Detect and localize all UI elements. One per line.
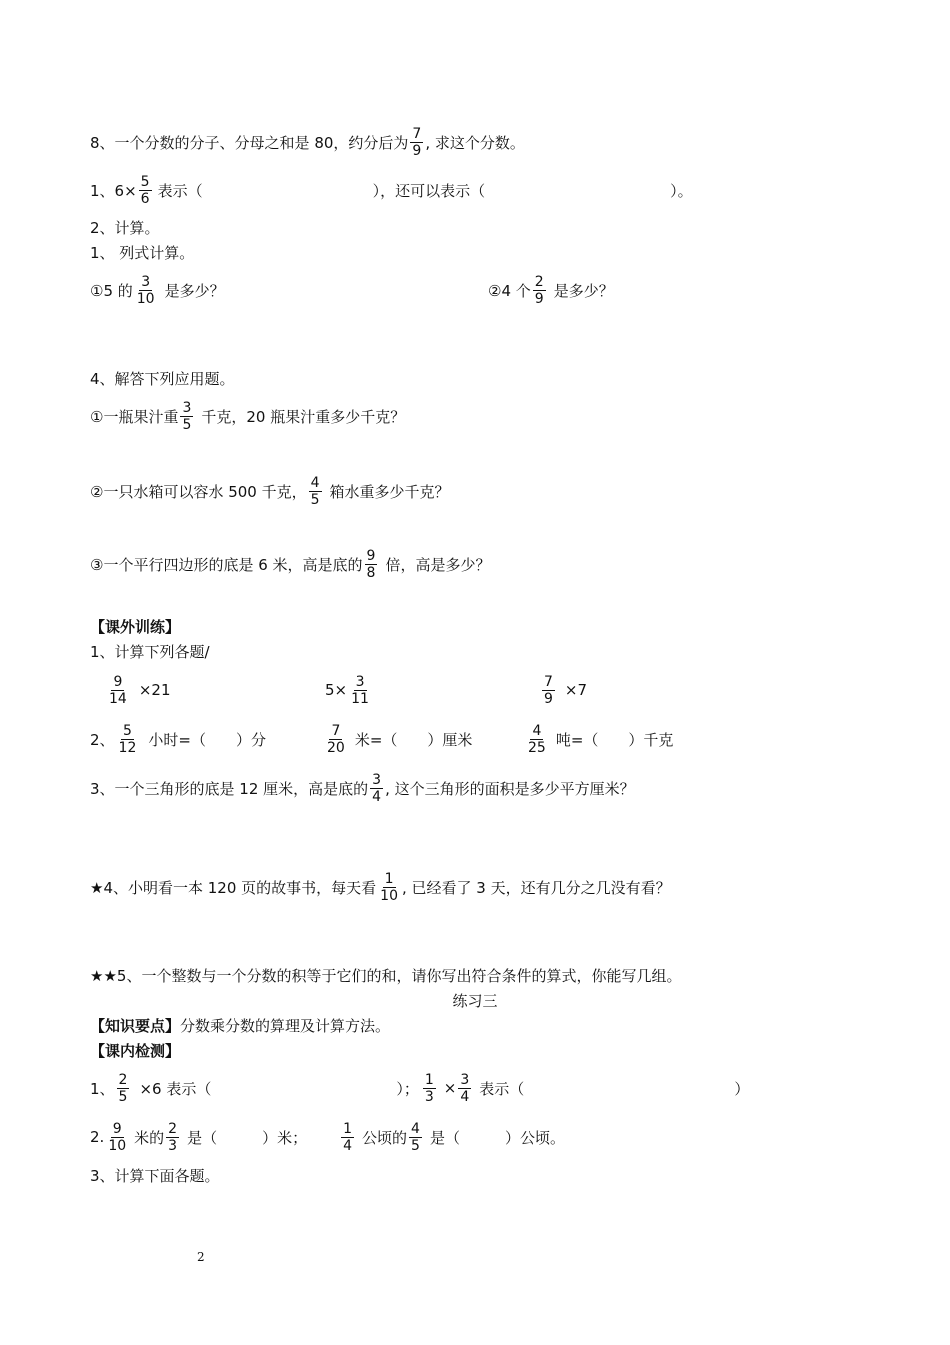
training-5: ★★5、一个整数与一个分数的积等于它们的和，请你写出符合条件的算式，你能写几组。 bbox=[90, 966, 682, 985]
training-4: ★4、小明看一本 120 页的故事书，每天看 $\frac{1}{10}$ , 已经看了 3 天，还有几分之几没有看？ bbox=[90, 870, 671, 904]
section-list-calc: 1、 列式计算。 bbox=[90, 243, 195, 262]
calc-a: ①5 的 $\frac{3}{10}$ 是多少？ bbox=[90, 273, 225, 307]
training-2b: $\frac{7}{20}$ 米=（ ）厘米 bbox=[327, 722, 473, 756]
training-2c: $\frac{4}{25}$ 吨=（ ）千克 bbox=[528, 722, 674, 756]
page-number: 2 bbox=[197, 1250, 205, 1264]
apply-b: ②一只水箱可以容水 500 千克， $\frac{4}{5}$ 箱水重多少千克？ bbox=[90, 474, 450, 508]
section-calc: 2、计算。 bbox=[90, 218, 160, 237]
training-3: 3、一个三角形的底是 12 厘米，高是底的 $\frac{3}{4}$ , 这个三角形的面积是多少平方厘米？ bbox=[90, 771, 635, 805]
calc-b: ②4 个 $\frac{2}{9}$ 是多少？ bbox=[488, 273, 614, 307]
fraction: $\frac{7}{9}$ bbox=[412, 125, 422, 159]
check-1: 1、 $\frac{2}{5}$ ×6 表示（ ）； $\frac{1}{3}$ × $\frac{3}{4}$ 表示（ ） bbox=[90, 1071, 750, 1105]
knowledge-points: 【知识要点】 分数乘分数的算理及计算方法。 bbox=[90, 1016, 391, 1035]
section-apply: 4、解答下列应用题。 bbox=[90, 369, 235, 388]
question-1-meaning: 1、6× $\frac{5}{6}$ 表示（ ），还可以表示（ ）。 bbox=[90, 173, 693, 207]
apply-a: ①一瓶果汁重 $\frac{3}{5}$ 千克，20 瓶果汁重多少千克？ bbox=[90, 399, 406, 433]
training-2a: 2、 $\frac{5}{12}$ 小时=（ ）分 bbox=[90, 722, 266, 756]
training-1: 1、计算下列各题/ bbox=[90, 642, 210, 661]
training-1a: $\frac{9}{14}$ ×21 bbox=[109, 673, 171, 707]
check-2: 2. $\frac{9}{10}$ 米的 $\frac{2}{3}$ 是（ ）米； $\frac{1}{4}$ 公顷的 $\frac{4}{5}$ 是（ ）公顷。 bbox=[90, 1120, 565, 1154]
training-1c: $\frac{7}{9}$ ×7 bbox=[544, 673, 588, 707]
heading-extra-training: 【课外训练】 bbox=[90, 617, 181, 636]
question-8: 8、一个分数的分子、分母之和是 80，约分后为 $\frac{7}{9}$ , 求这个分数。 bbox=[90, 125, 525, 159]
check-3: 3、计算下面各题。 bbox=[90, 1166, 220, 1185]
heading-in-class: 【课内检测】 bbox=[90, 1041, 181, 1060]
apply-c: ③一个平行四边形的底是 6 米，高是底的 $\frac{9}{8}$ 倍，高是多少？ bbox=[90, 547, 491, 581]
training-1b: 5× $\frac{3}{11}$ bbox=[325, 673, 369, 707]
exercise-title: 练习三 bbox=[452, 992, 498, 1010]
